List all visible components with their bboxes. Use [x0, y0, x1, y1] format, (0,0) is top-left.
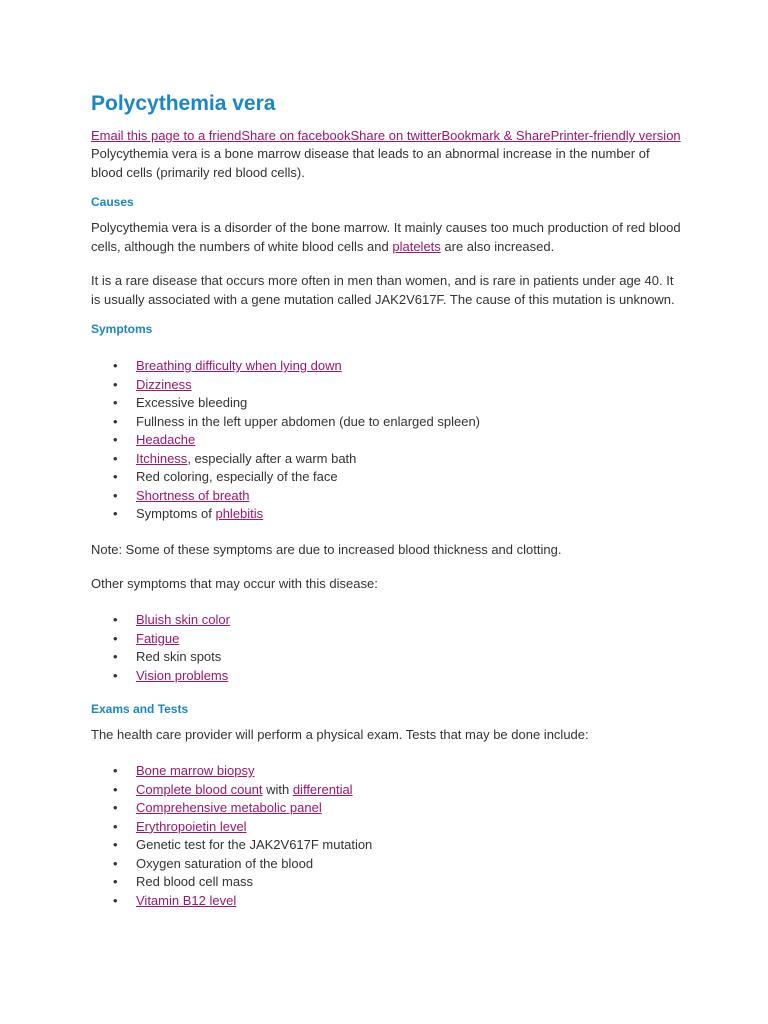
test-link[interactable]: Erythropoietin level [136, 818, 247, 834]
share-links [91, 127, 681, 145]
list-item [91, 781, 681, 800]
test-link[interactable]: Vitamin B12 level [136, 892, 237, 908]
symptom-link[interactable]: Dizziness [136, 376, 192, 392]
symptom-link[interactable]: phlebitis [215, 506, 264, 521]
exams-list [91, 762, 681, 910]
share-facebook-link[interactable]: Share on facebook [241, 128, 351, 143]
symptom-link[interactable]: Bluish skin color [136, 612, 230, 627]
list-item [91, 413, 681, 432]
test-link[interactable]: Bone marrow biopsy [136, 763, 255, 778]
symptom-text: , especially after a warm bath [187, 450, 357, 466]
bullet-icon: • [113, 818, 118, 834]
list-item [91, 892, 681, 911]
bullet-icon: • [113, 413, 118, 429]
exams-intro: The health care provider will perform a physical exam. Tests that may be done include: [91, 727, 589, 742]
symptom-link[interactable]: Breathing difficulty when lying down [136, 358, 342, 373]
list-item [91, 431, 681, 450]
causes-paragraph-2: It is a rare disease that occurs more often in men than women, and is rare in patients under age 40. It is usually associated with a gene mutation called JAK2V617F. The cause of this mutation is unknown. [91, 273, 675, 307]
list-item [91, 505, 681, 524]
test-link[interactable]: Complete blood count [136, 781, 263, 797]
bullet-icon: • [113, 763, 118, 778]
causes-text-after: are also increased. [440, 238, 555, 254]
symptom-text: Symptoms of [136, 506, 216, 521]
symptom-text: Fullness in the left upper abdomen (due to enlarged spleen) [136, 413, 480, 429]
list-item [91, 487, 681, 506]
symptoms-heading: Symptoms [91, 322, 153, 336]
list-item [91, 376, 681, 395]
bullet-icon: • [113, 395, 118, 410]
test-text: Oxygen saturation of the blood [136, 855, 314, 871]
list-item [91, 468, 681, 487]
list-item [91, 667, 681, 686]
exams-heading: Exams and Tests [91, 702, 189, 716]
list-item [91, 648, 681, 667]
list-item [91, 818, 681, 837]
email-friend-link[interactable]: Email this page to a friend [91, 128, 242, 143]
symptom-link[interactable]: Headache [136, 432, 196, 447]
symptom-link[interactable]: Shortness of breath [136, 487, 250, 503]
list-item [91, 873, 681, 892]
bookmark-share-link[interactable]: Bookmark & Share [441, 128, 551, 143]
causes-text-before: Polycythemia vera is a disorder of the bone marrow. It mainly causes too much production of red blood cells, although the numbers of white blood cells and [91, 220, 681, 254]
symptom-link[interactable]: Itchiness [136, 450, 188, 466]
list-item [91, 450, 681, 469]
test-link[interactable]: Comprehensive metabolic panel [136, 800, 322, 815]
share-twitter-link[interactable]: Share on twitter [350, 128, 442, 143]
bullet-icon: • [113, 376, 118, 392]
bullet-icon: • [113, 612, 118, 627]
test-text: with [262, 781, 293, 797]
list-item [91, 836, 681, 855]
bullet-icon: • [113, 837, 118, 852]
bullet-icon: • [113, 855, 118, 871]
other-symptoms-intro: Other symptoms that may occur with this disease: [91, 576, 378, 591]
list-item [91, 762, 681, 781]
list-item [91, 611, 681, 630]
bullet-icon: • [113, 432, 118, 447]
differential-link[interactable]: differential [292, 781, 353, 797]
bullet-icon: • [113, 630, 118, 646]
other-symptoms-list [91, 611, 681, 685]
symptoms-note: Note: Some of these symptoms are due to increased blood thickness and clotting. [91, 542, 562, 557]
list-item [91, 630, 681, 649]
bullet-icon: • [113, 667, 118, 683]
bullet-icon: • [113, 649, 118, 664]
page-title: Polycythemia vera [91, 92, 276, 115]
platelets-link[interactable]: platelets [392, 238, 441, 254]
bullet-icon: • [113, 892, 118, 908]
bullet-icon: • [113, 506, 118, 521]
bullet-icon: • [113, 358, 118, 373]
symptom-link[interactable]: Fatigue [136, 630, 180, 646]
list-item [91, 357, 681, 376]
symptoms-list [91, 357, 681, 524]
test-text: Genetic test for the JAK2V617F mutation [136, 837, 373, 852]
symptom-text: Red skin spots [136, 649, 222, 664]
test-text: Red blood cell mass [136, 874, 254, 889]
intro-paragraph: Polycythemia vera is a bone marrow disease that leads to an abnormal increase in the number of blood cells (primarily red blood cells). [91, 146, 650, 180]
list-item [91, 394, 681, 413]
bullet-icon: • [113, 781, 118, 797]
list-item [91, 855, 681, 874]
bullet-icon: • [113, 800, 118, 815]
causes-paragraph-1 [91, 219, 681, 256]
bullet-icon: • [113, 469, 118, 484]
symptom-text: Excessive bleeding [136, 395, 248, 410]
bullet-icon: • [113, 874, 118, 889]
list-item [91, 799, 681, 818]
symptom-text: Red coloring, especially of the face [136, 469, 338, 484]
bullet-icon: • [113, 487, 118, 503]
printer-friendly-link[interactable]: Printer-friendly version [550, 128, 681, 143]
bullet-icon: • [113, 450, 118, 466]
symptom-link[interactable]: Vision problems [136, 667, 229, 683]
causes-heading: Causes [91, 195, 134, 209]
